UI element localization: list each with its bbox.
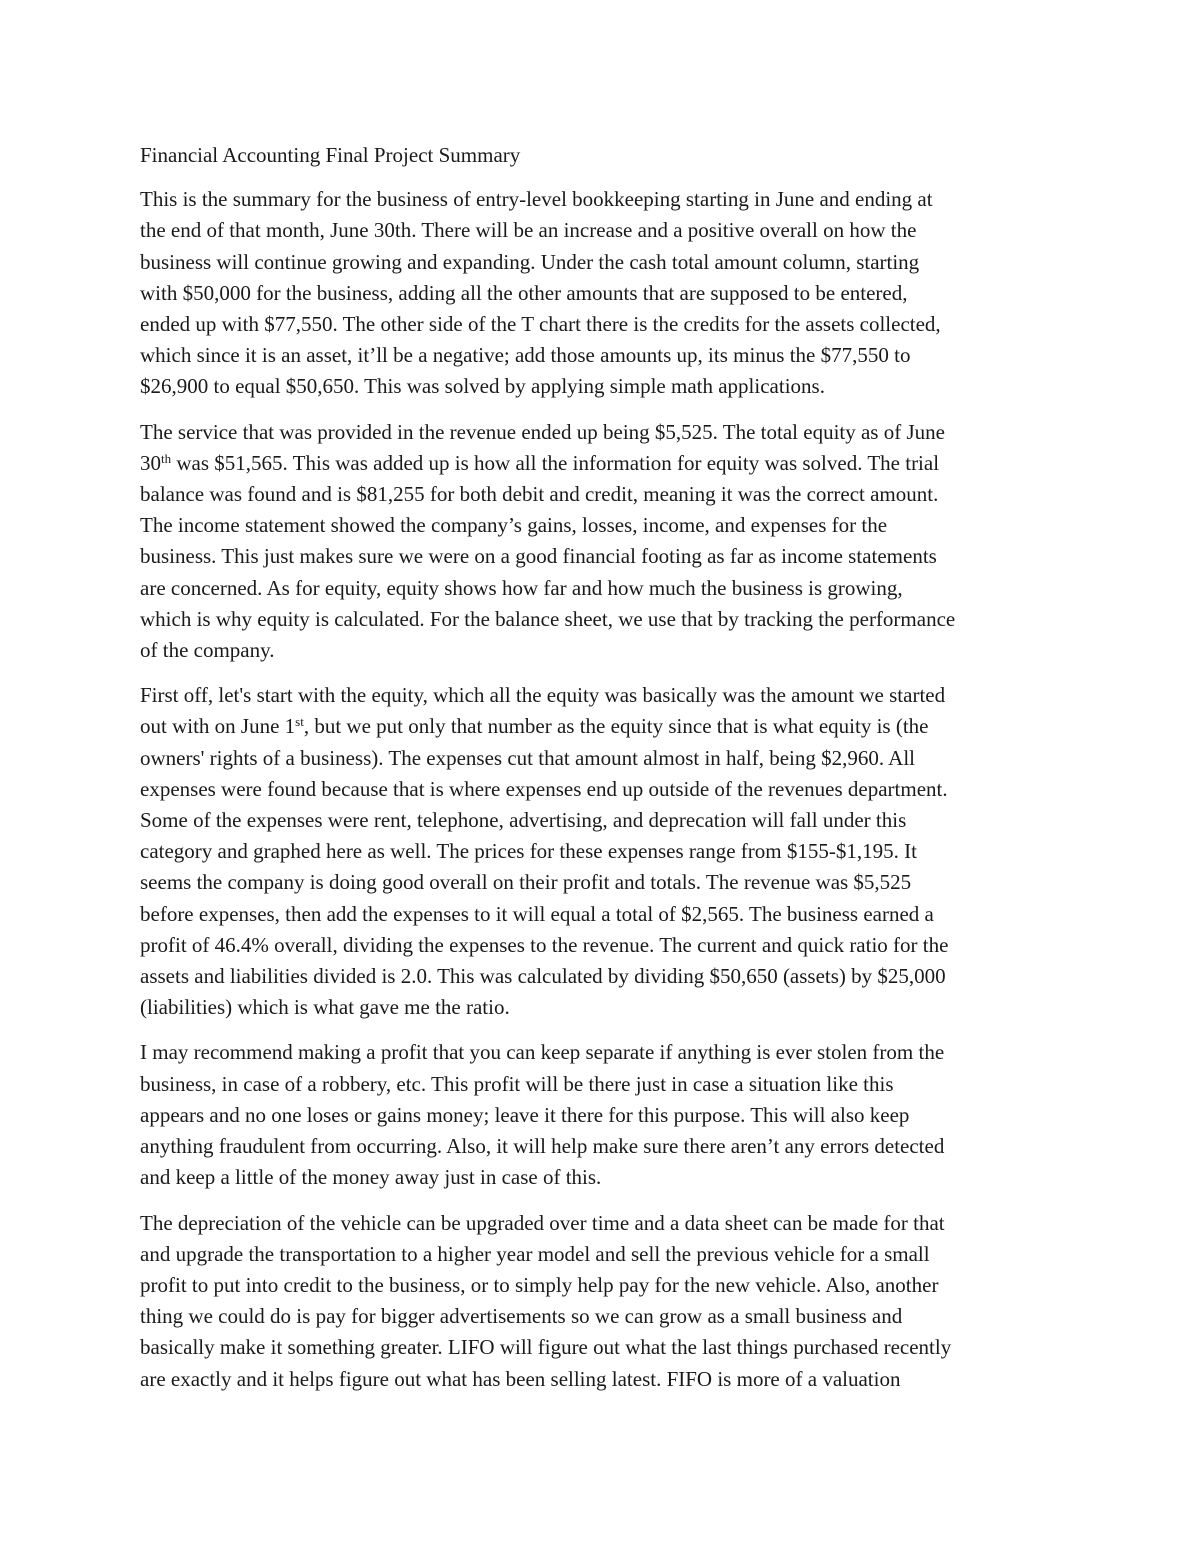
paragraph-line: appears and no one loses or gains money; leave it there for this purpose. This will also keep [140,1102,910,1127]
line-text: , but we put only that number as the equity since that is what equity is (the [303,714,929,739]
body-paragraph [140,184,1062,402]
paragraph-line: First off, let's start with the equity, which all the equity was basically was the amount we started [140,683,946,708]
paragraph-line: The income statement showed the company’s gains, losses, income, and expenses for the [140,513,888,538]
paragraph-line: ended up with $77,550. The other side of the T chart there is the credits for the assets collected, [140,312,941,337]
paragraph-line: assets and liabilities divided is 2.0. This was calculated by dividing $50,650 (assets) by $25,000 [140,964,946,989]
paragraph-line: The service that was provided in the revenue ended up being $5,525. The total equity as of June [140,419,945,444]
paragraph-line: business. This just makes sure we were on a good financial footing as far as income statements [140,544,937,569]
paragraph-line: which since it is an asset, it’ll be a negative; add those amounts up, its minus the $77,550 to [140,343,911,368]
paragraph-line: This is the summary for the business of entry-level bookkeeping starting in June and ending at [140,187,933,212]
body-paragraph [140,1208,1062,1395]
paragraph-line: profit of 46.4% overall, dividing the expenses to the revenue. The current and quick ratio for the [140,932,949,957]
paragraph-line: and keep a little of the money away just in case of this. [140,1165,602,1190]
paragraph-line: thing we could do is pay for bigger advertisements so we can grow as a small business and [140,1304,903,1329]
paragraph-line: business will continue growing and expanding. Under the cash total amount column, starting [140,249,920,274]
paragraph-line: Some of the expenses were rent, telephone, advertising, and deprecation will fall under this [140,808,907,833]
paragraph-line: basically make it something greater. LIFO will figure out what the last things purchased recently [140,1335,952,1360]
paragraph-line: before expenses, then add the expenses to it will equal a total of $2,565. The business earned a [140,901,934,926]
paragraph-line: seems the company is doing good overall on their profit and totals. The revenue was $5,525 [140,870,912,895]
line-text: 30 [140,450,161,475]
paragraph-line: of the company. [140,638,275,663]
document-body [140,140,1062,1409]
body-paragraph [140,417,1062,667]
paragraph-line: with $50,000 for the business, adding all the other amounts that are supposed to be entered, [140,280,908,305]
body-paragraph [140,680,1062,1023]
paragraph-line: profit to put into credit to the business, or to simply help pay for the new vehicle. Also, another [140,1272,939,1297]
paragraph-line: which is why equity is calculated. For the balance sheet, we use that by tracking the performance [140,606,956,631]
paragraph-line: owners' rights of a business). The expenses cut that amount almost in half, being $2,960. All [140,745,916,770]
line-text: was $51,565. This was added up is how all the information for equity was solved. The trial [171,450,940,475]
paragraph-line: The depreciation of the vehicle can be upgraded over time and a data sheet can be made for that [140,1210,945,1235]
document-title: Financial Accounting Final Project Summary [140,143,521,167]
ordinal-superscript: th [161,450,172,466]
paragraph-list [140,184,1062,1395]
paragraph-line: the end of that month, June 30th. There will be an increase and a positive overall on how the [140,218,917,243]
ordinal-superscript: st [295,714,304,730]
line-text: out with on June 1 [140,714,296,739]
paragraph-line: balance was found and is $81,255 for both debit and credit, meaning it was the correct amount. [140,482,939,507]
paragraph-line: expenses were found because that is where expenses end up outside of the revenues department. [140,776,948,801]
body-paragraph [140,1037,1062,1193]
paragraph-line: are concerned. As for equity, equity shows how far and how much the business is growing, [140,575,903,600]
paragraph-line: are exactly and it helps figure out what has been selling latest. FIFO is more of a valuation [140,1366,901,1391]
paragraph-line: I may recommend making a profit that you can keep separate if anything is ever stolen from the [140,1040,945,1065]
paragraph-line [140,711,1062,742]
paragraph-line: anything fraudulent from occurring. Also, it will help make sure there aren’t any errors detected [140,1134,945,1159]
paragraph-line: $26,900 to equal $50,650. This was solved by applying simple math applications. [140,374,825,399]
paragraph-line: (liabilities) which is what gave me the ratio. [140,995,510,1020]
paragraph-line [140,448,1062,479]
paragraph-line: category and graphed here as well. The prices for these expenses range from $155-$1,195. It [140,839,917,864]
paragraph-line: and upgrade the transportation to a higher year model and sell the previous vehicle for a small [140,1241,930,1266]
paragraph-line: business, in case of a robbery, etc. This profit will be there just in case a situation like this [140,1071,894,1096]
